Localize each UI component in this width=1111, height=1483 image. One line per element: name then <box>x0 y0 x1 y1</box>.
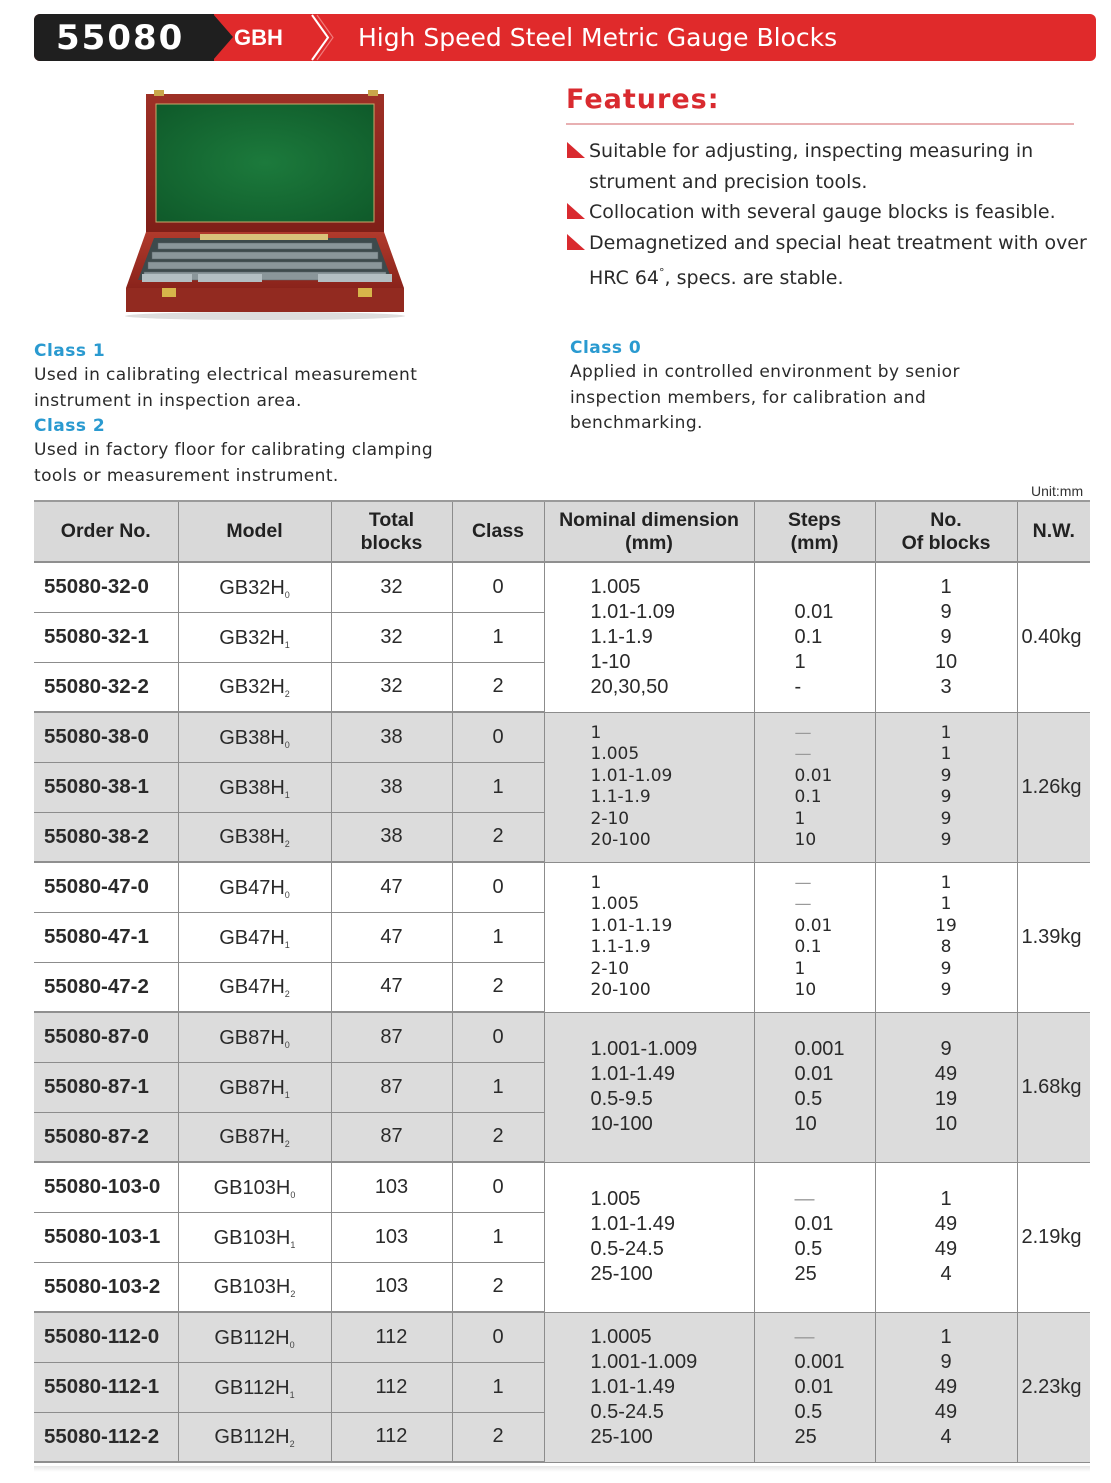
header-total-blocks: Total blocks <box>331 501 452 562</box>
steps-cell: — — 0.01 0.1 1 10 <box>754 862 875 1012</box>
table-row <box>34 562 1090 612</box>
order-number-cell: 55080-87-1 <box>34 1062 178 1112</box>
order-number-cell: 55080-38-0 <box>34 712 178 762</box>
class-cell: 2 <box>452 812 544 862</box>
class-descriptions-right <box>570 336 1090 437</box>
class-cell: 0 <box>452 712 544 762</box>
total-blocks-cell: 87 <box>331 1112 452 1162</box>
model-cell: $GB87H_0$ <box>178 1012 331 1062</box>
features-list <box>566 136 1111 294</box>
table-body <box>34 562 1090 1462</box>
order-number-cell: 55080-103-0 <box>34 1162 178 1212</box>
order-number-cell: 55080-32-1 <box>34 612 178 662</box>
product-code: 55080 <box>56 18 185 58</box>
model-cell: $GB103H_2$ <box>178 1262 331 1312</box>
net-weight-cell: 2.23kg <box>1017 1312 1090 1462</box>
class-cell: 1 <box>452 912 544 962</box>
order-number-cell: 55080-47-1 <box>34 912 178 962</box>
total-blocks-cell: 32 <box>331 612 452 662</box>
order-number-cell: 55080-87-0 <box>34 1012 178 1062</box>
table-row <box>34 1012 1090 1062</box>
table-row <box>34 862 1090 912</box>
total-blocks-cell: 47 <box>331 962 452 1012</box>
class-1-description: Used in calibrating electrical measurement instrument in inspection area. <box>34 365 418 411</box>
total-blocks-cell: 32 <box>331 662 452 712</box>
total-blocks-cell: 112 <box>331 1362 452 1412</box>
total-blocks-cell: 32 <box>331 562 452 612</box>
header-no-of-blocks: No. Of blocks <box>875 501 1017 562</box>
class-cell: 0 <box>452 562 544 612</box>
steps-cell: — — 0.01 0.1 1 10 <box>754 712 875 862</box>
class-cell: 1 <box>452 1362 544 1412</box>
nominal-dimension-cell: 1.005 1.01-1.09 1.1-1.9 1-10 20,30,50 <box>544 562 754 712</box>
nominal-dimension-cell: 1 1.005 1.01-1.09 1.1-1.9 2-10 20-100 <box>544 712 754 862</box>
order-number-cell: 55080-32-2 <box>34 662 178 712</box>
model-cell: $GB32H_1$ <box>178 612 331 662</box>
total-blocks-cell: 112 <box>331 1412 452 1462</box>
order-number-cell: 55080-103-2 <box>34 1262 178 1312</box>
model-cell: $GB47H_0$ <box>178 862 331 912</box>
order-number-cell: 55080-87-2 <box>34 1112 178 1162</box>
product-image <box>112 88 422 323</box>
net-weight-cell: 1.26kg <box>1017 712 1090 862</box>
steps-cell: — 0.01 0.5 25 <box>754 1162 875 1312</box>
feature-item: Suitable for adjusting, inspecting measuring in strument and precision tools. <box>566 136 1111 197</box>
net-weight-cell: 0.40kg <box>1017 562 1090 712</box>
class-cell: 0 <box>452 1012 544 1062</box>
header-banner <box>34 14 1096 61</box>
model-cell: $GB38H_2$ <box>178 812 331 862</box>
nominal-dimension-cell: 1.001-1.009 1.01-1.49 0.5-9.5 10-100 <box>544 1012 754 1162</box>
header-net-weight: N.W. <box>1017 501 1090 562</box>
features-divider <box>566 123 1074 125</box>
class-cell: 0 <box>452 862 544 912</box>
model-cell: $GB103H_1$ <box>178 1212 331 1262</box>
total-blocks-cell: 112 <box>331 1312 452 1362</box>
spec-table <box>34 500 1090 1463</box>
banner-arrow-shape <box>213 14 233 60</box>
steps-cell: 0.001 0.01 0.5 10 <box>754 1012 875 1162</box>
nominal-dimension-cell: 1.005 1.01-1.49 0.5-24.5 25-100 <box>544 1162 754 1312</box>
order-number-cell: 55080-112-1 <box>34 1362 178 1412</box>
total-blocks-cell: 87 <box>331 1012 452 1062</box>
table-row <box>34 712 1090 762</box>
class-cell: 0 <box>452 1312 544 1362</box>
order-number-cell: 55080-32-0 <box>34 562 178 612</box>
header-order-no: Order No. <box>34 501 178 562</box>
model-cell: $GB87H_1$ <box>178 1062 331 1112</box>
model-cell: $GB103H_0$ <box>178 1162 331 1212</box>
nominal-dimension-cell: 1 1.005 1.01-1.19 1.1-1.9 2-10 20-100 <box>544 862 754 1012</box>
features-heading: Features: <box>566 84 720 115</box>
class-descriptions-left <box>34 339 554 489</box>
no-of-blocks-cell: 1 49 49 4 <box>875 1162 1017 1312</box>
model-cell: $GB87H_2$ <box>178 1112 331 1162</box>
header-class: Class <box>452 501 544 562</box>
model-cell: $GB112H_0$ <box>178 1312 331 1362</box>
steps-cell: 0.01 0.1 1 - <box>754 562 875 712</box>
model-cell: $GB112H_1$ <box>178 1362 331 1412</box>
total-blocks-cell: 87 <box>331 1062 452 1112</box>
order-number-cell: 55080-103-1 <box>34 1212 178 1262</box>
model-cell: $GB32H_2$ <box>178 662 331 712</box>
order-number-cell: 55080-38-2 <box>34 812 178 862</box>
class-cell: 1 <box>452 1062 544 1112</box>
chevron-right-icon <box>306 14 336 61</box>
table-bottom-shadow <box>34 1466 1090 1472</box>
total-blocks-cell: 47 <box>331 912 452 962</box>
class-cell: 2 <box>452 662 544 712</box>
unit-label: Unit:mm <box>1031 483 1084 499</box>
class-0-title: Class 0 <box>570 338 642 358</box>
no-of-blocks-cell: 1 1 19 8 9 9 <box>875 862 1017 1012</box>
order-number-cell: 55080-112-0 <box>34 1312 178 1362</box>
header-nominal-dimension: Nominal dimension (mm) <box>544 501 754 562</box>
table-row <box>34 1312 1090 1362</box>
total-blocks-cell: 103 <box>331 1262 452 1312</box>
class-2-description: Used in factory floor for calibrating clamping tools or measurement instrument. <box>34 440 434 486</box>
class-cell: 1 <box>452 1212 544 1262</box>
model-cell: $GB38H_0$ <box>178 712 331 762</box>
class-cell: 2 <box>452 1262 544 1312</box>
total-blocks-cell: 38 <box>331 812 452 862</box>
net-weight-cell: 1.68kg <box>1017 1012 1090 1162</box>
class-2-title: Class 2 <box>34 416 106 436</box>
class-cell: 2 <box>452 1412 544 1462</box>
model-cell: $GB112H_2$ <box>178 1412 331 1462</box>
triangle-bullet-icon <box>567 234 585 250</box>
total-blocks-cell: 103 <box>331 1212 452 1262</box>
header-model: Model <box>178 501 331 562</box>
order-number-cell: 55080-38-1 <box>34 762 178 812</box>
model-cell: $GB32H_0$ <box>178 562 331 612</box>
class-0-description: Applied in controlled environment by senior inspection members, for calibration and benchmarking. <box>570 362 960 433</box>
table-row <box>34 1162 1090 1212</box>
total-blocks-cell: 47 <box>331 862 452 912</box>
total-blocks-cell: 103 <box>331 1162 452 1212</box>
table-header-row <box>34 501 1090 562</box>
class-cell: 2 <box>452 1112 544 1162</box>
no-of-blocks-cell: 1 9 49 49 4 <box>875 1312 1017 1462</box>
total-blocks-cell: 38 <box>331 762 452 812</box>
feature-item: Demagnetized and special heat treatment with over HRC 64°, specs. are stable. <box>566 228 1111 294</box>
no-of-blocks-cell: 9 49 19 10 <box>875 1012 1017 1162</box>
feature-item: Collocation with several gauge blocks is feasible. <box>566 197 1111 228</box>
triangle-bullet-icon <box>567 142 585 158</box>
model-cell: $GB47H_2$ <box>178 962 331 1012</box>
total-blocks-cell: 38 <box>331 712 452 762</box>
steps-cell: — 0.001 0.01 0.5 25 <box>754 1312 875 1462</box>
order-number-cell: 55080-112-2 <box>34 1412 178 1462</box>
nominal-dimension-cell: 1.0005 1.001-1.009 1.01-1.49 0.5-24.5 25-100 <box>544 1312 754 1462</box>
header-steps: Steps (mm) <box>754 501 875 562</box>
page-title: High Speed Steel Metric Gauge Blocks <box>358 23 838 52</box>
class-cell: 2 <box>452 962 544 1012</box>
class-cell: 0 <box>452 1162 544 1212</box>
order-number-cell: 55080-47-2 <box>34 962 178 1012</box>
model-cell: $GB47H_1$ <box>178 912 331 962</box>
class-cell: 1 <box>452 612 544 662</box>
product-series: GBH <box>234 25 283 50</box>
class-cell: 1 <box>452 762 544 812</box>
net-weight-cell: 2.19kg <box>1017 1162 1090 1312</box>
class-1-title: Class 1 <box>34 341 106 361</box>
model-cell: $GB38H_1$ <box>178 762 331 812</box>
net-weight-cell: 1.39kg <box>1017 862 1090 1012</box>
triangle-bullet-icon <box>567 203 585 219</box>
order-number-cell: 55080-47-0 <box>34 862 178 912</box>
no-of-blocks-cell: 1 9 9 10 3 <box>875 562 1017 712</box>
no-of-blocks-cell: 1 1 9 9 9 9 <box>875 712 1017 862</box>
